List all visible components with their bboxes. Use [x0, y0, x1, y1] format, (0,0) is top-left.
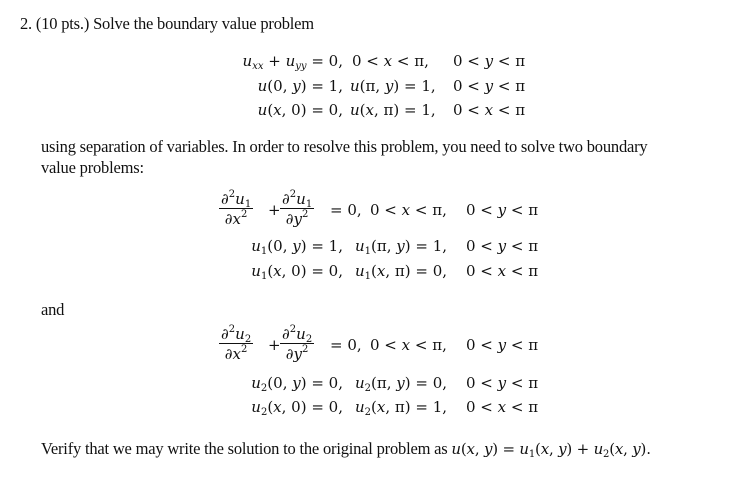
u2-bc-bottom: $u_2(x$, 0) = 0, [251, 398, 343, 418]
conclusion-formula: u(x, $y) = u_1(x$, $y) + u_2(x$, y). [451, 440, 651, 460]
problem-points: (10 pts.) [35, 14, 90, 33]
main-pde-row [0, 52, 751, 74]
u2-bc-range-x: 0 < x < π [466, 398, 539, 416]
main-bc-range-y: 0 < y < π [453, 77, 526, 95]
main-bc-left: u(0, y) = 1, [257, 77, 343, 95]
u1-bc-right: $u_1(\pi$, y) = 1, [355, 237, 448, 257]
u2-bc-left: $u_2(0$, y) = 0, [251, 374, 343, 394]
problem-number: 2. [20, 14, 32, 33]
u1-bc-row-1 [0, 237, 751, 259]
u1-bc-left: $u_1(0$, y) = 1, [251, 237, 343, 257]
main-bc-bottom: u(x, 0) = 0, [257, 101, 343, 119]
connector-and: and [41, 300, 65, 319]
u1-equals-zero: = 0, [330, 201, 362, 219]
u1-bc-row-2 [0, 262, 751, 284]
u1-bc-range-x: 0 < x < π [466, 262, 539, 280]
u2-range-x: 0 < x < π, [370, 336, 447, 354]
u2-bc-right: $u_2(\pi$, y) = 0, [355, 374, 448, 394]
u2-plus: + [268, 336, 281, 354]
main-bc-range-x: 0 < x < π [453, 101, 526, 119]
main-bc-row-1 [0, 77, 751, 99]
u2-bc-range-y: 0 < y < π [466, 374, 539, 392]
main-range-y: 0 < y < π [453, 52, 526, 70]
u1-bc-range-y: 0 < y < π [466, 237, 539, 255]
u2-bc-top: $u_2(x$, π) = 1, [355, 398, 448, 418]
u1-plus: + [268, 201, 281, 219]
conclusion-text: Verify that we may write the solution to the original problem as [41, 439, 448, 458]
u1-range-y: 0 < y < π [466, 201, 539, 219]
u2-equals-zero: = 0, [330, 336, 362, 354]
u2-bc-row-2 [0, 398, 751, 420]
main-bc-top: u(x, π) = 1, [350, 101, 436, 119]
u2-fraction-yy: $\frac{\partial^2u_2}{\partial y^2}$ [282, 324, 313, 363]
paragraph-line-1: using separation of variables. In order to resolve this problem, you need to solve two boundary [41, 137, 648, 156]
main-bc-right: u(π, y) = 1, [350, 77, 436, 95]
problem-header [20, 14, 314, 34]
u1-bc-bottom: $u_1(x$, 0) = 0, [251, 262, 343, 282]
u2-range-y: 0 < y < π [466, 336, 539, 354]
u1-bc-top: $u_1(x$, π) = 0, [355, 262, 448, 282]
main-bc-row-2 [0, 101, 751, 123]
problem-intro: Solve the boundary value problem [93, 14, 314, 33]
main-range-x: 0 < x < π, [352, 52, 429, 70]
u1-range-x: 0 < x < π, [370, 201, 447, 219]
conclusion-line [41, 439, 651, 459]
main-pde: $u_{xx} + u_{yy} = 0$, [242, 52, 343, 72]
u1-fraction-xx: $\frac{\partial^2u_1}{\partial x^2}$ [221, 189, 252, 228]
u2-fraction-xx: $\frac{\partial^2u_2}{\partial x^2}$ [221, 324, 252, 363]
u1-fraction-yy: $\frac{\partial^2u_1}{\partial y^2}$ [282, 189, 313, 228]
u2-bc-row-1 [0, 374, 751, 396]
paragraph-line-2: value problems: [41, 158, 144, 177]
